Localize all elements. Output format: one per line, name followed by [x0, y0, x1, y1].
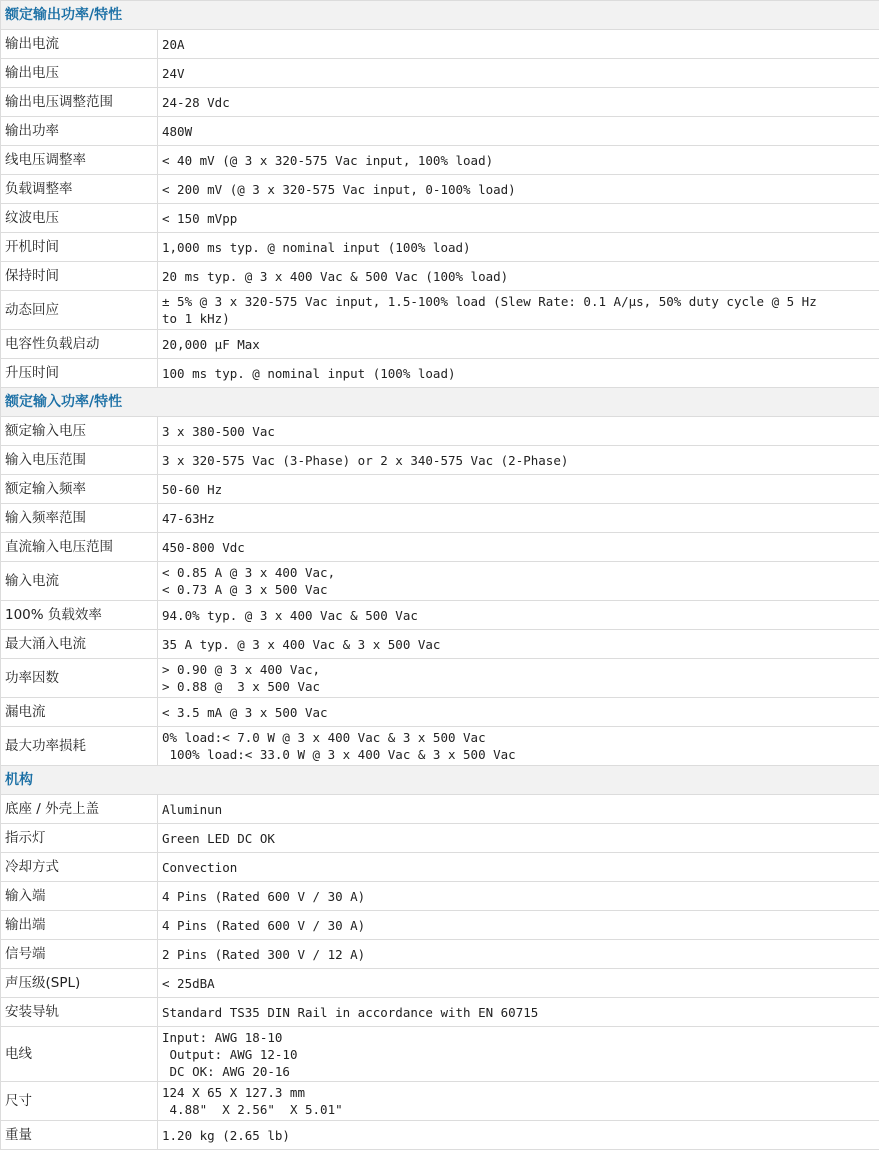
spec-label: 电容性负载启动	[1, 330, 158, 359]
spec-value	[158, 475, 879, 504]
spec-value	[158, 853, 879, 882]
spec-value	[158, 998, 879, 1027]
spec-label: 线电压调整率	[1, 146, 158, 175]
spec-value	[158, 698, 879, 727]
spec-row	[1, 330, 879, 359]
spec-value	[158, 262, 879, 291]
spec-row	[1, 117, 879, 146]
spec-row	[1, 727, 879, 766]
spec-value-line: 50-60 Hz	[162, 481, 875, 498]
spec-row	[1, 533, 879, 562]
spec-value-line: 3 x 380-500 Vac	[162, 423, 875, 440]
spec-label: 电线	[1, 1027, 158, 1082]
spec-value-line: 1,000 ms typ. @ nominal input (100% load)	[162, 239, 875, 256]
spec-value	[158, 291, 879, 330]
spec-value	[158, 940, 879, 969]
spec-value-line: Output: AWG 12-10	[162, 1046, 875, 1063]
spec-table-body	[1, 1, 879, 1150]
spec-value-line: Convection	[162, 859, 875, 876]
spec-row	[1, 940, 879, 969]
spec-value	[158, 630, 879, 659]
spec-value-line: 24-28 Vdc	[162, 94, 875, 111]
spec-value	[158, 795, 879, 824]
spec-row	[1, 1121, 879, 1150]
spec-label: 底座 / 外壳上盖	[1, 795, 158, 824]
spec-value	[158, 969, 879, 998]
spec-value-line: Standard TS35 DIN Rail in accordance with EN 60715	[162, 1004, 875, 1021]
spec-value-line: DC OK: AWG 20-16	[162, 1063, 875, 1080]
spec-label: 直流输入电压范围	[1, 533, 158, 562]
spec-value-line: 3 x 320-575 Vac (3-Phase) or 2 x 340-575 Vac (2-Phase)	[162, 452, 875, 469]
section-title: 额定输出功率/特性	[1, 1, 879, 30]
spec-row	[1, 659, 879, 698]
spec-label: 输出功率	[1, 117, 158, 146]
spec-value-line: 450-800 Vdc	[162, 539, 875, 556]
spec-row	[1, 146, 879, 175]
spec-row	[1, 59, 879, 88]
spec-label: 漏电流	[1, 698, 158, 727]
spec-value-line: 480W	[162, 123, 875, 140]
spec-label: 输入电压范围	[1, 446, 158, 475]
spec-value	[158, 882, 879, 911]
spec-value-line: 20A	[162, 36, 875, 53]
spec-label: 尺寸	[1, 1082, 158, 1121]
spec-row	[1, 30, 879, 59]
spec-row	[1, 630, 879, 659]
spec-value-line: 20,000 μF Max	[162, 336, 875, 353]
spec-label: 负载调整率	[1, 175, 158, 204]
spec-label: 升压时间	[1, 359, 158, 388]
spec-label: 信号端	[1, 940, 158, 969]
spec-label: 纹波电压	[1, 204, 158, 233]
spec-row	[1, 998, 879, 1027]
spec-value-line: Green LED DC OK	[162, 830, 875, 847]
spec-value	[158, 146, 879, 175]
spec-label: 重量	[1, 1121, 158, 1150]
spec-value-line: 100% load:< 33.0 W @ 3 x 400 Vac & 3 x 500 Vac	[162, 746, 875, 763]
section-header-row	[1, 1, 879, 30]
spec-value	[158, 1027, 879, 1082]
spec-label: 100% 负载效率	[1, 601, 158, 630]
spec-label: 额定输入电压	[1, 417, 158, 446]
spec-value-line: 4 Pins (Rated 600 V / 30 A)	[162, 917, 875, 934]
spec-value	[158, 727, 879, 766]
spec-value-line: 4 Pins (Rated 600 V / 30 A)	[162, 888, 875, 905]
spec-value-line: < 200 mV (@ 3 x 320-575 Vac input, 0-100% load)	[162, 181, 875, 198]
spec-value	[158, 204, 879, 233]
spec-row	[1, 1027, 879, 1082]
spec-value-line: Input: AWG 18-10	[162, 1029, 875, 1046]
spec-value-line: 2 Pins (Rated 300 V / 12 A)	[162, 946, 875, 963]
spec-row	[1, 446, 879, 475]
section-header-row	[1, 766, 879, 795]
spec-row	[1, 795, 879, 824]
spec-value	[158, 1121, 879, 1150]
spec-value	[158, 330, 879, 359]
spec-label: 输入电流	[1, 562, 158, 601]
spec-label: 保持时间	[1, 262, 158, 291]
spec-value	[158, 824, 879, 853]
spec-label: 输入端	[1, 882, 158, 911]
spec-value	[158, 504, 879, 533]
spec-label: 输出端	[1, 911, 158, 940]
spec-label: 开机时间	[1, 233, 158, 262]
spec-label: 指示灯	[1, 824, 158, 853]
spec-row	[1, 291, 879, 330]
spec-value	[158, 659, 879, 698]
spec-value-line: < 40 mV (@ 3 x 320-575 Vac input, 100% load)	[162, 152, 875, 169]
spec-row	[1, 504, 879, 533]
spec-label: 输出电流	[1, 30, 158, 59]
section-title: 额定输入功率/特性	[1, 388, 879, 417]
spec-label: 最大功率损耗	[1, 727, 158, 766]
spec-value-line: 35 A typ. @ 3 x 400 Vac & 3 x 500 Vac	[162, 636, 875, 653]
spec-label: 功率因数	[1, 659, 158, 698]
spec-row	[1, 233, 879, 262]
spec-value	[158, 417, 879, 446]
spec-value	[158, 533, 879, 562]
spec-row	[1, 969, 879, 998]
spec-value	[158, 233, 879, 262]
spec-value	[158, 88, 879, 117]
spec-row	[1, 475, 879, 504]
spec-row	[1, 417, 879, 446]
spec-row	[1, 359, 879, 388]
spec-value	[158, 359, 879, 388]
spec-row	[1, 1082, 879, 1121]
spec-value-line: < 0.73 A @ 3 x 500 Vac	[162, 581, 875, 598]
spec-value-line: < 0.85 A @ 3 x 400 Vac,	[162, 564, 875, 581]
spec-value-line: < 25dBA	[162, 975, 875, 992]
spec-label: 安装导轨	[1, 998, 158, 1027]
spec-value	[158, 601, 879, 630]
section-title: 机构	[1, 766, 879, 795]
spec-value-line: > 0.88 @ 3 x 500 Vac	[162, 678, 875, 695]
spec-value-line: to 1 kHz)	[162, 310, 875, 327]
spec-row	[1, 853, 879, 882]
spec-value-line: 20 ms typ. @ 3 x 400 Vac & 500 Vac (100% load)	[162, 268, 875, 285]
spec-label: 输入频率范围	[1, 504, 158, 533]
spec-value-line: 100 ms typ. @ nominal input (100% load)	[162, 365, 875, 382]
spec-value-line: 47-63Hz	[162, 510, 875, 527]
spec-value-line: 94.0% typ. @ 3 x 400 Vac & 500 Vac	[162, 607, 875, 624]
spec-row	[1, 911, 879, 940]
spec-value	[158, 30, 879, 59]
spec-row	[1, 88, 879, 117]
spec-row	[1, 262, 879, 291]
spec-row	[1, 175, 879, 204]
spec-label: 声压级(SPL)	[1, 969, 158, 998]
spec-value-line: 1.20 kg (2.65 lb)	[162, 1127, 875, 1144]
spec-row	[1, 562, 879, 601]
spec-value	[158, 1082, 879, 1121]
spec-value	[158, 911, 879, 940]
spec-value-line: Aluminun	[162, 801, 875, 818]
spec-label: 冷却方式	[1, 853, 158, 882]
spec-label: 最大涌入电流	[1, 630, 158, 659]
spec-label: 输出电压	[1, 59, 158, 88]
spec-value	[158, 175, 879, 204]
spec-value-line: 0% load:< 7.0 W @ 3 x 400 Vac & 3 x 500 Vac	[162, 729, 875, 746]
spec-value	[158, 446, 879, 475]
spec-label: 输出电压调整范围	[1, 88, 158, 117]
spec-row	[1, 882, 879, 911]
spec-row	[1, 698, 879, 727]
section-header-row	[1, 388, 879, 417]
spec-value-line: < 150 mVpp	[162, 210, 875, 227]
spec-value-line: 124 X 65 X 127.3 mm	[162, 1084, 875, 1101]
spec-value-line: > 0.90 @ 3 x 400 Vac,	[162, 661, 875, 678]
spec-label: 额定输入频率	[1, 475, 158, 504]
spec-value-line: ± 5% @ 3 x 320-575 Vac input, 1.5-100% load (Slew Rate: 0.1 A/μs, 50% duty cycle @ 5 Hz	[162, 293, 875, 310]
spec-row	[1, 601, 879, 630]
spec-value	[158, 117, 879, 146]
spec-row	[1, 824, 879, 853]
spec-value-line: 4.88" X 2.56" X 5.01"	[162, 1101, 875, 1118]
spec-label: 动态回应	[1, 291, 158, 330]
spec-value	[158, 562, 879, 601]
spec-value-line: < 3.5 mA @ 3 x 500 Vac	[162, 704, 875, 721]
spec-value-line: 24V	[162, 65, 875, 82]
spec-row	[1, 204, 879, 233]
spec-value	[158, 59, 879, 88]
